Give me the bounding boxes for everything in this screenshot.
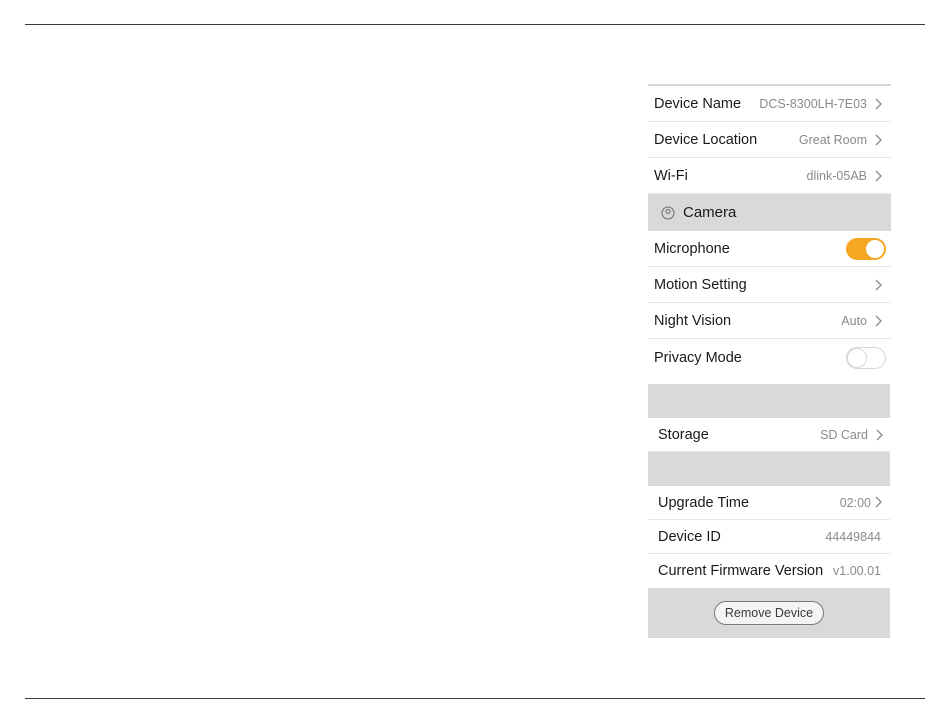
- firmware-row: [648, 554, 890, 588]
- chevron-right-icon: [871, 278, 885, 292]
- night-vision-value: Auto: [841, 313, 867, 328]
- device-location-row[interactable]: [648, 122, 891, 158]
- device-id-value: 44449844: [825, 529, 881, 544]
- privacy-mode-toggle[interactable]: [846, 347, 886, 369]
- chevron-right-icon: [871, 133, 885, 147]
- chevron-right-icon: [871, 314, 885, 328]
- chevron-right-icon: [872, 428, 886, 442]
- top-divider: [25, 24, 925, 25]
- device-location-value: Great Room: [798, 132, 867, 147]
- wifi-value: dlink-05AB: [806, 168, 867, 183]
- privacy-mode-row: [648, 339, 891, 376]
- microphone-label: Microphone: [654, 240, 730, 257]
- device-id-row: [648, 520, 890, 554]
- storage-label: Storage: [658, 426, 709, 443]
- wifi-row[interactable]: [648, 158, 891, 194]
- night-vision-row[interactable]: [648, 303, 891, 339]
- firmware-value: v1.00.01: [833, 564, 881, 578]
- storage-value: SD Card: [820, 427, 868, 442]
- section-spacer: [648, 452, 890, 486]
- night-vision-label: Night Vision: [654, 312, 732, 329]
- storage-row[interactable]: [648, 418, 890, 452]
- toggle-knob: [847, 348, 867, 368]
- microphone-row: [648, 231, 891, 267]
- motion-setting-row[interactable]: [648, 267, 891, 303]
- section-spacer: [648, 384, 890, 418]
- chevron-right-icon: [872, 496, 886, 510]
- upgrade-time-value: 02:00: [839, 495, 871, 510]
- device-name-row[interactable]: [648, 84, 891, 122]
- chevron-right-icon: [871, 169, 885, 183]
- device-location-label: Device Location: [654, 131, 758, 148]
- firmware-label: Current Firmware Version: [658, 563, 824, 579]
- toggle-knob: [865, 239, 885, 259]
- upgrade-time-label: Upgrade Time: [658, 494, 750, 511]
- wifi-label: Wi-Fi: [654, 167, 688, 184]
- chevron-right-icon: [871, 97, 885, 111]
- camera-section-header: [648, 194, 891, 231]
- camera-section-title: Camera: [683, 204, 737, 221]
- device-name-value: DCS-8300LH-7E03: [759, 96, 867, 111]
- gap: [648, 376, 891, 384]
- microphone-toggle[interactable]: [846, 238, 886, 260]
- bottom-divider: [25, 698, 925, 699]
- storage-group: [648, 384, 890, 638]
- device-name-label: Device Name: [654, 95, 742, 112]
- remove-device-button[interactable]: Remove Device: [714, 601, 824, 625]
- device-settings-panel: [648, 84, 891, 638]
- motion-setting-label: Motion Setting: [654, 276, 747, 293]
- remove-device-bar: [648, 588, 890, 638]
- privacy-mode-label: Privacy Mode: [654, 349, 742, 366]
- device-id-label: Device ID: [658, 528, 721, 545]
- camera-icon: [661, 206, 675, 220]
- upgrade-time-row[interactable]: [648, 486, 890, 520]
